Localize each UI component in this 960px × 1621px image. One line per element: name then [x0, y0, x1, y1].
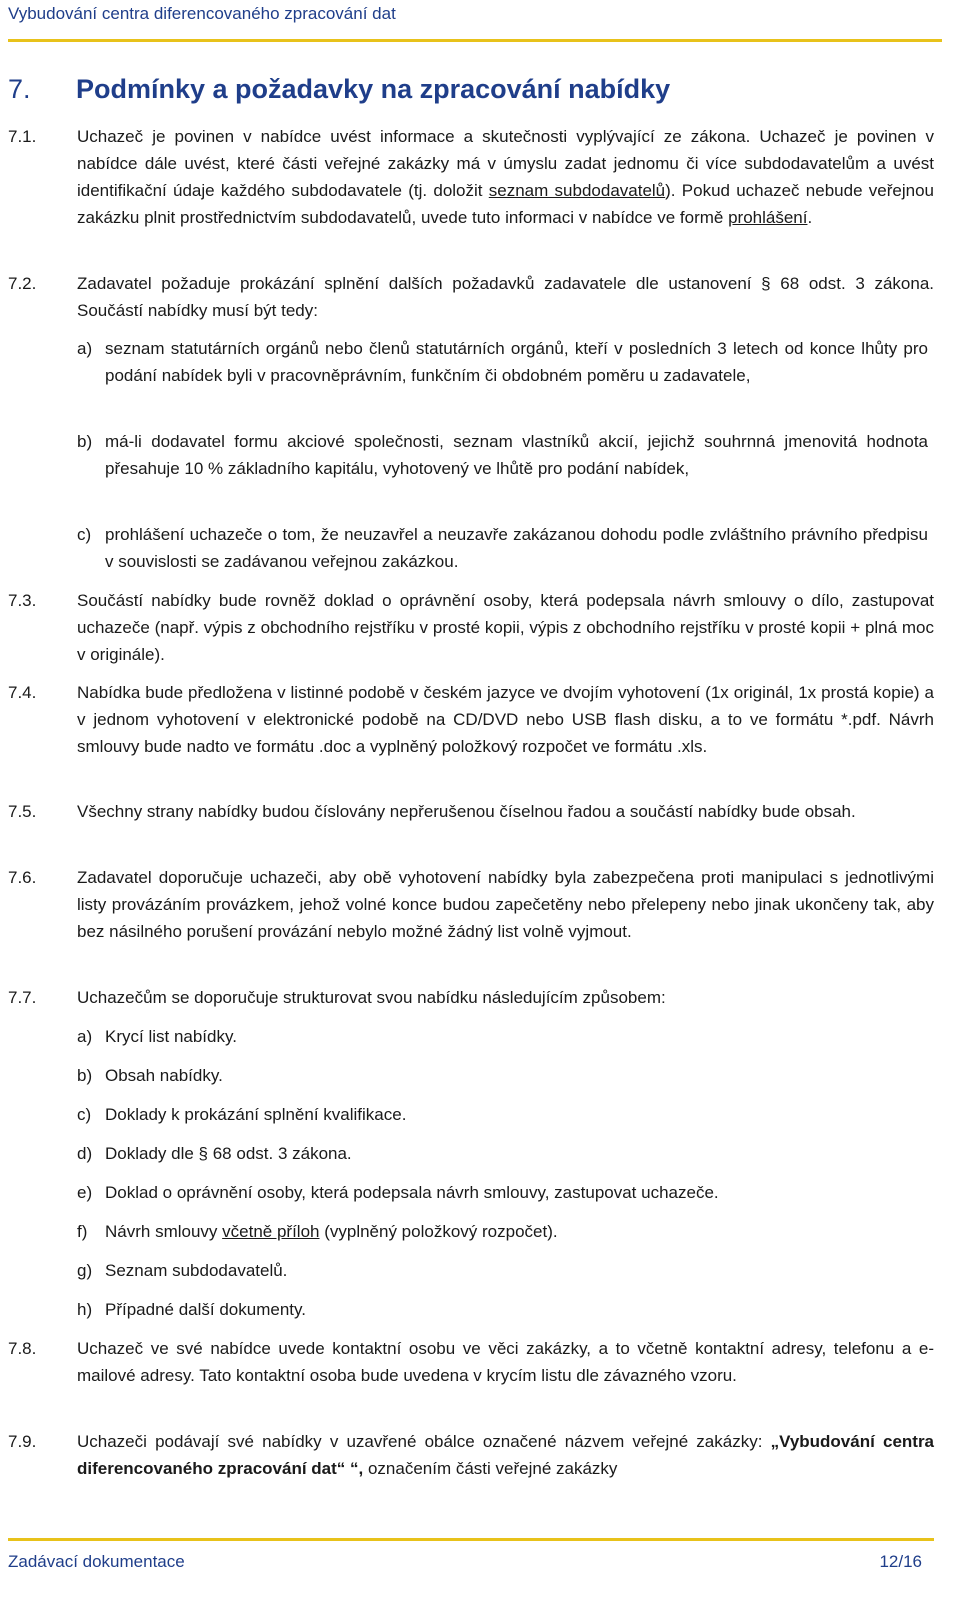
- list-letter: f): [77, 1222, 88, 1241]
- link-seznam-subdodavatelu[interactable]: seznam subdodavatelů: [488, 181, 666, 200]
- section-text: Uchazeči podávají své nabídky v uzavřené obálce označené názvem veřejné zakázky: „Vybudování centra diferencovaného zpracování dat“ “, označením části veřejné zakázky: [77, 1432, 935, 1478]
- section-7-9: [8, 1428, 934, 1482]
- section-7-6: [8, 864, 934, 945]
- list-letter: c): [77, 525, 92, 544]
- list-item: [77, 1257, 928, 1284]
- section-7-2: [8, 270, 934, 324]
- list-letter: b): [77, 432, 93, 451]
- list-letter: g): [77, 1261, 93, 1280]
- section-7-1: [8, 123, 934, 231]
- section-text: Zadavatel požaduje prokázání splnění dalších požadavků zadavatele dle ustanovení § 68 odst. 3 zákona. Součástí nabídky musí být tedy:: [77, 274, 934, 320]
- list-item: [77, 1179, 928, 1206]
- list-text: seznam statutárních orgánů nebo členů statutárních orgánů, kteří v posledních 3 letech od konce lhůty pro podání nabídek byli v pracovněprávním, funkčním či obdobném poměru u zadavatele,: [105, 339, 928, 385]
- section-number: 7.7.: [8, 988, 37, 1007]
- list-text: Doklad o oprávnění osoby, která podepsala návrh smlouvy, zastupovat uchazeče.: [105, 1183, 719, 1202]
- section-7-5: [8, 798, 934, 825]
- section-text: Nabídka bude předložena v listinné podobě v českém jazyce ve dvojím vyhotovení (1x originál, 1x prostá kopie) a v jednom vyhotovení v elektronické podobě na CD/DVD nebo USB flash disku, a to ve formátu *.pdf. Návrh smlouvy bude nadto ve formátu .doc a vyplněný položkový rozpočet ve formátu .xls.: [77, 683, 934, 756]
- section-text: Zadavatel doporučuje uchazeči, aby obě vyhotovení nabídky byla zabezpečena proti manipulaci s jednotlivými listy provázáním provázkem, jehož volné konce budou zapečetěny nebo přelepeny nebo jinak ukončeny tak, aby bez násilného porušení provázání nebylo možné žádný list volně vyjmout.: [77, 868, 934, 941]
- list-text: Obsah nabídky.: [105, 1066, 223, 1085]
- section-number: 7.6.: [8, 868, 37, 887]
- list-item: [77, 1062, 928, 1089]
- section-number: 7.3.: [8, 591, 37, 610]
- list-item: [77, 1218, 928, 1245]
- section-7-7: [8, 984, 934, 1011]
- section-text: Všechny strany nabídky budou číslovány nepřerušenou číselnou řadou a součástí nabídky bude obsah.: [77, 802, 856, 821]
- page-header: [8, 0, 942, 42]
- page-footer: [8, 1538, 934, 1571]
- list-item: [77, 428, 928, 482]
- section-text: Součástí nabídky bude rovněž doklad o oprávnění osoby, která podepsala návrh smlouvy o dílo, zastupovat uchazeče (např. výpis z obchodního rejstříku v prosté kopii, výpis z obchodního rejstříku v prosté kopii + plná moc v originále).: [77, 591, 934, 664]
- list-letter: d): [77, 1144, 93, 1163]
- list-text: Seznam subdodavatelů.: [105, 1261, 288, 1280]
- list-letter: e): [77, 1183, 93, 1202]
- list-letter: a): [77, 1027, 93, 1046]
- footer-doc-title: Zadávací dokumentace: [8, 1552, 185, 1571]
- list-text: má-li dodavatel formu akciové společnosti, seznam vlastníků akcií, jejichž souhrnná jmenovitá hodnota přesahuje 10 % základního kapitálu, vyhotovený ve lhůtě pro podání nabídek,: [105, 432, 928, 478]
- list-text: Doklady dle § 68 odst. 3 zákona.: [105, 1144, 352, 1163]
- section-text: Uchazeč ve své nabídce uvede kontaktní osobu ve věci zakázky, a to včetně kontaktní adresy, telefonu a e-mailové adresy. Tato kontaktní osoba bude uvedena v krycím listu dle závazného vzoru.: [77, 1339, 934, 1385]
- section-heading: [8, 74, 670, 105]
- section-text: Uchazečům se doporučuje strukturovat svou nabídku následujícím způsobem:: [77, 988, 666, 1007]
- list-item: [77, 1101, 928, 1128]
- list-letter: h): [77, 1300, 93, 1319]
- list-item: [77, 335, 928, 389]
- section-number: 7.9.: [8, 1432, 37, 1451]
- list-text: Doklady k prokázání splnění kvalifikace.: [105, 1105, 407, 1124]
- section-number: 7.8.: [8, 1339, 37, 1358]
- list-text: Návrh smlouvy včetně příloh (vyplněný položkový rozpočet).: [105, 1222, 558, 1241]
- heading-number: 7.: [8, 74, 31, 104]
- section-text: Uchazeč je povinen v nabídce uvést informace a skutečnosti vyplývající ze zákona. Uchazeč je povinen v nabídce dále uvést, které části veřejné zakázky má v úmyslu zadat jednomu či více subdodavatelům a uvést identifikační údaje každého subdodavatele (tj. doložit seznam subdodavatelů). Pokud uchazeč nebude veřejnou zakázku plnit prostřednictvím subdodavatelů, uvede tuto informaci v nabídce ve formě prohlášení.: [77, 127, 934, 227]
- link-vcetne-priloh[interactable]: včetně příloh: [222, 1222, 320, 1241]
- list-text: prohlášení uchazeče o tom, že neuzavřel a neuzavře zakázanou dohodu podle zvláštního právního předpisu v souvislosti se zadávanou veřejnou zakázkou.: [105, 525, 928, 571]
- section-number: 7.5.: [8, 802, 37, 821]
- list-letter: c): [77, 1105, 92, 1124]
- section-number: 7.1.: [8, 127, 37, 146]
- list-item: [77, 1023, 928, 1050]
- list-item: [77, 1140, 928, 1167]
- section-7-8: [8, 1335, 934, 1389]
- section-number: 7.4.: [8, 683, 37, 702]
- list-text: Případné další dokumenty.: [105, 1300, 306, 1319]
- page-number: 12/16: [879, 1552, 922, 1571]
- section-7-3: [8, 587, 934, 668]
- list-letter: b): [77, 1066, 93, 1085]
- list-item: [77, 521, 928, 575]
- section-7-4: [8, 679, 934, 760]
- contract-name: „Vybudování centra diferencovaného zpracování dat“ “,: [77, 1432, 935, 1478]
- heading-title: Podmínky a požadavky na zpracování nabídky: [76, 74, 671, 104]
- list-letter: a): [77, 339, 93, 358]
- list-text: Krycí list nabídky.: [105, 1027, 237, 1046]
- list-item: [77, 1296, 928, 1323]
- link-prohlaseni[interactable]: prohlášení: [728, 208, 808, 227]
- section-number: 7.2.: [8, 274, 37, 293]
- header-title: Vybudování centra diferencovaného zpracování dat: [8, 4, 396, 23]
